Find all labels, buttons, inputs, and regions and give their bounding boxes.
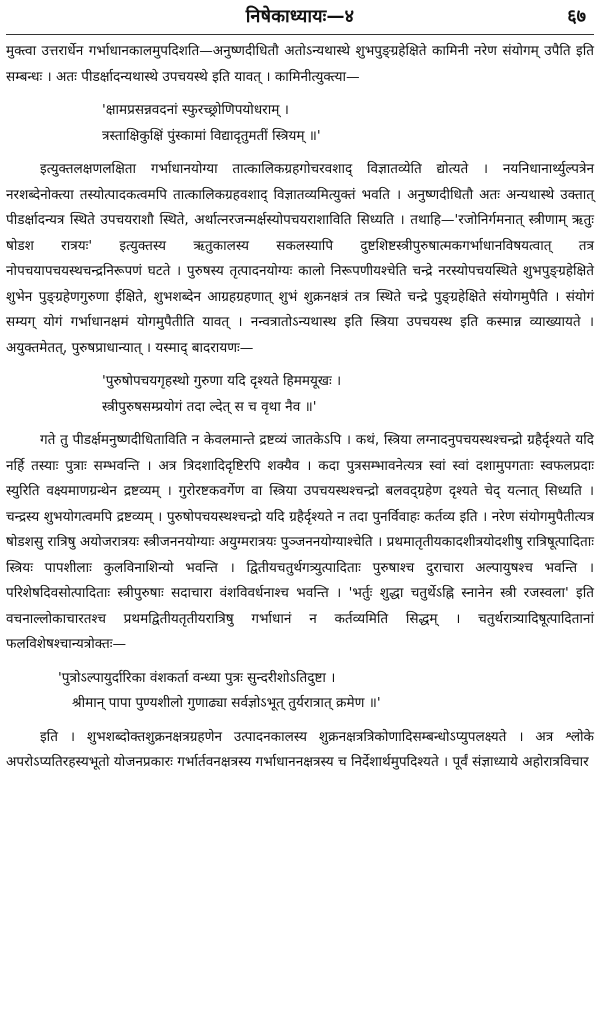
page-header [6,0,594,35]
quoted-verse [102,369,594,420]
commentary-paragraph: मुक्त्वा उत्तरार्धेन गर्भाधानकालमुपदिशति—अनुष्णदीधितौ अतोऽन्यथास्थे शुभपुङ्ग्रहेक्षिते कामिनी नरेण संयोगम् उपैति इति सम्बन्धः । अतः पीडर्क्षादन्यथास्थे उपचयस्थे इति यावत् । कामिनीत्युक्त्या— [6,43,594,85]
page-number: ६७ [567,6,586,27]
verse-line: स्त्रीपुरुषसम्प्रयोगं तदा ल्देत् स च वृथा नैव ॥' [102,398,317,415]
verse-line: 'पुरुषोपचयगृहस्थो गुरुणा यदि दृश्यते हिममयूखः । [102,373,342,389]
verse-line: 'क्षामप्रसन्नवदनां स्फुरच्छ्रोणिपयोधराम् । [102,102,289,118]
verse-line: त्रस्ताक्षिकुक्षिं पुंस्कामां विद्यादृतुमतीं स्त्रियम् ॥' [102,127,321,144]
body-text [6,35,594,776]
commentary-paragraph: इति । शुभशब्दोक्तशुक्रनक्षत्रग्रहणेन उत्पादनकालस्य शुक्रनक्षत्रत्रिकोणादिसम्बन्धोऽप्युपलक्ष्यते । अत्र श्लोके अपरोऽप्यतिरहस्यभूतो योजनप्रकारः गर्भार्तवनक्षत्रस्य गर्भाधाननक्षत्रस्य च निर्देशार्थमुपदिश्यते । पूर्वं संज्ञाध्याये अहोरात्रविचार [6,728,594,770]
chapter-title: निषेकाध्यायः—४ [245,6,355,27]
verse-line: 'पुत्रोऽल्पायुर्दारिका वंशकर्ता वन्ध्या पुत्रः सुन्दरीशोऽतिदुष्टा । [58,669,336,686]
verse-line: श्रीमान् पापा पुण्यशीलो गुणाढ्या सर्वज्ञोऽभूत् तुर्यरात्रात् क्रमेण ॥' [72,695,381,711]
quoted-verse [102,98,594,149]
commentary-paragraph: गते तु पीडर्क्षमनुष्णदीधिताविति न केवलमान्ते द्रष्टव्यं जातकेऽपि । कथं, स्त्रिया लग्नादनुपचयस्थश्चन्द्रो ग्रहैर्दृश्यते यदि नर्हि तस्याः पुत्राः सम्भवन्ति । अत्र त्रिदशादिदृष्टिरपि शक्यैव । कदा पुत्रसम्भावनेत्यत्र स्वां स्वां दशामुपगताः स्वफलप्रदाः स्युरिति वक्ष्यमाणग्रन्थेन द्रष्टव्यम् । गुरोरष्टकवर्गेण वा स्त्रिया उपचयस्थश्चन्द्रो बलवद्ग्रहेण दृश्यते चेद् यत्नात् सिध्यति । चन्द्रस्य शुभयोगत्वमपि द्रष्टव्यम् । पुरुषोपचयस्थश्चन्द्रो यदि ग्रहैर्दृश्यते न तदा पुनर्विवाहः कर्तव्य इति । नरेण संयोगमुपैतीत्यत्र षोडशसु रात्रिषु अयोजरात्रयः स्त्रीजननयोग्याः अयुग्मरात्रयः पुञ्जननयोग्याश्चेति । प्रथमातृतीयकादशीत्रयोदशीषु रात्रिषूत्पादिताः स्त्रियः पापशीलाः कुलविनाशिन्यो भवन्ति । द्वितीयचतुर्थगत्र्युत्पादिताः पुरुषाश्च दुराचारा अल्पायुषश्च भवन्ति । परिशेषदिवसोत्पादिताः स्त्रीपुरुषाः सदाचारा वंशविवर्धनाश्च भवन्ति । 'भर्तुः शुद्धा चतुर्थेऽह्नि स्नानेन स्त्री रजस्वला' इति वचनाल्लोकाचारतश्च प्रथमद्वितीयतृतीयरात्रिषु गर्भाधानं न कर्तव्यमिति सिद्धम् । चतुर्थरात्र्यादिषूत्पादितानां फलविशेषश्चान्यत्रोक्तः— [6,432,594,652]
commentary-paragraph: इत्युक्तलक्षणलक्षिता गर्भाधानयोग्या तात्कालिकग्रहगोचरवशाद् विज्ञातव्येति द्योत्यते । नयनिधानार्थ्युल्पत्रेन नरशब्देनोक्त्या तस्योत्पादकत्वमपि तात्कालिकग्रहवशाद् विज्ञातव्यमित्युक्तं भवति । अनुष्णदीधितौ अतः अन्यथास्थे उक्तात् पीडर्क्षादन्यत्र स्थिते उपचयराशौ स्थिते, अर्थात्नरजन्मर्क्षस्योपचयराशाविति सिध्यति । तथाहि—'रजोनिर्गमनात् स्त्रीणाम् ऋतुः षोडश रात्रयः' इत्युक्तस्य ऋतुकालस्य सकलस्यापि दुष्टशिष्टस्त्रीपुरुषात्मकगर्भाधानविषयत्वात् तत्र नोपचयापचयस्थचन्द्रनिरूपणं घटते । पुरुषस्य तृत्पादनयोग्यः कालो निरूपणीयश्चेति चन्द्रे नरस्योपचयस्थिते शुभपुङ्ग्रहेक्षिते शुभेन पुङ्ग्रहेणगुरुणा ईक्षिते, शुभशब्देन आग्रहग्रहणात् शुभं शुक्रनक्षत्रं तत्र स्थिते चन्द्रे पुङ्ग्रहेक्षिते संयोगमुपैति । संयोगं सम्यग् योगं गर्भाधानक्षमं योगमुपैतीति यावत् । नन्वत्रातोऽन्यथास्थ इति स्त्रिया उपचयस्थ इति कस्मान्न व्याख्यायते । अयुक्तमेतत्, पुरुषप्राधान्यात् । यस्माद् बादरायणः— [6,161,594,356]
quoted-verse [58,666,594,717]
